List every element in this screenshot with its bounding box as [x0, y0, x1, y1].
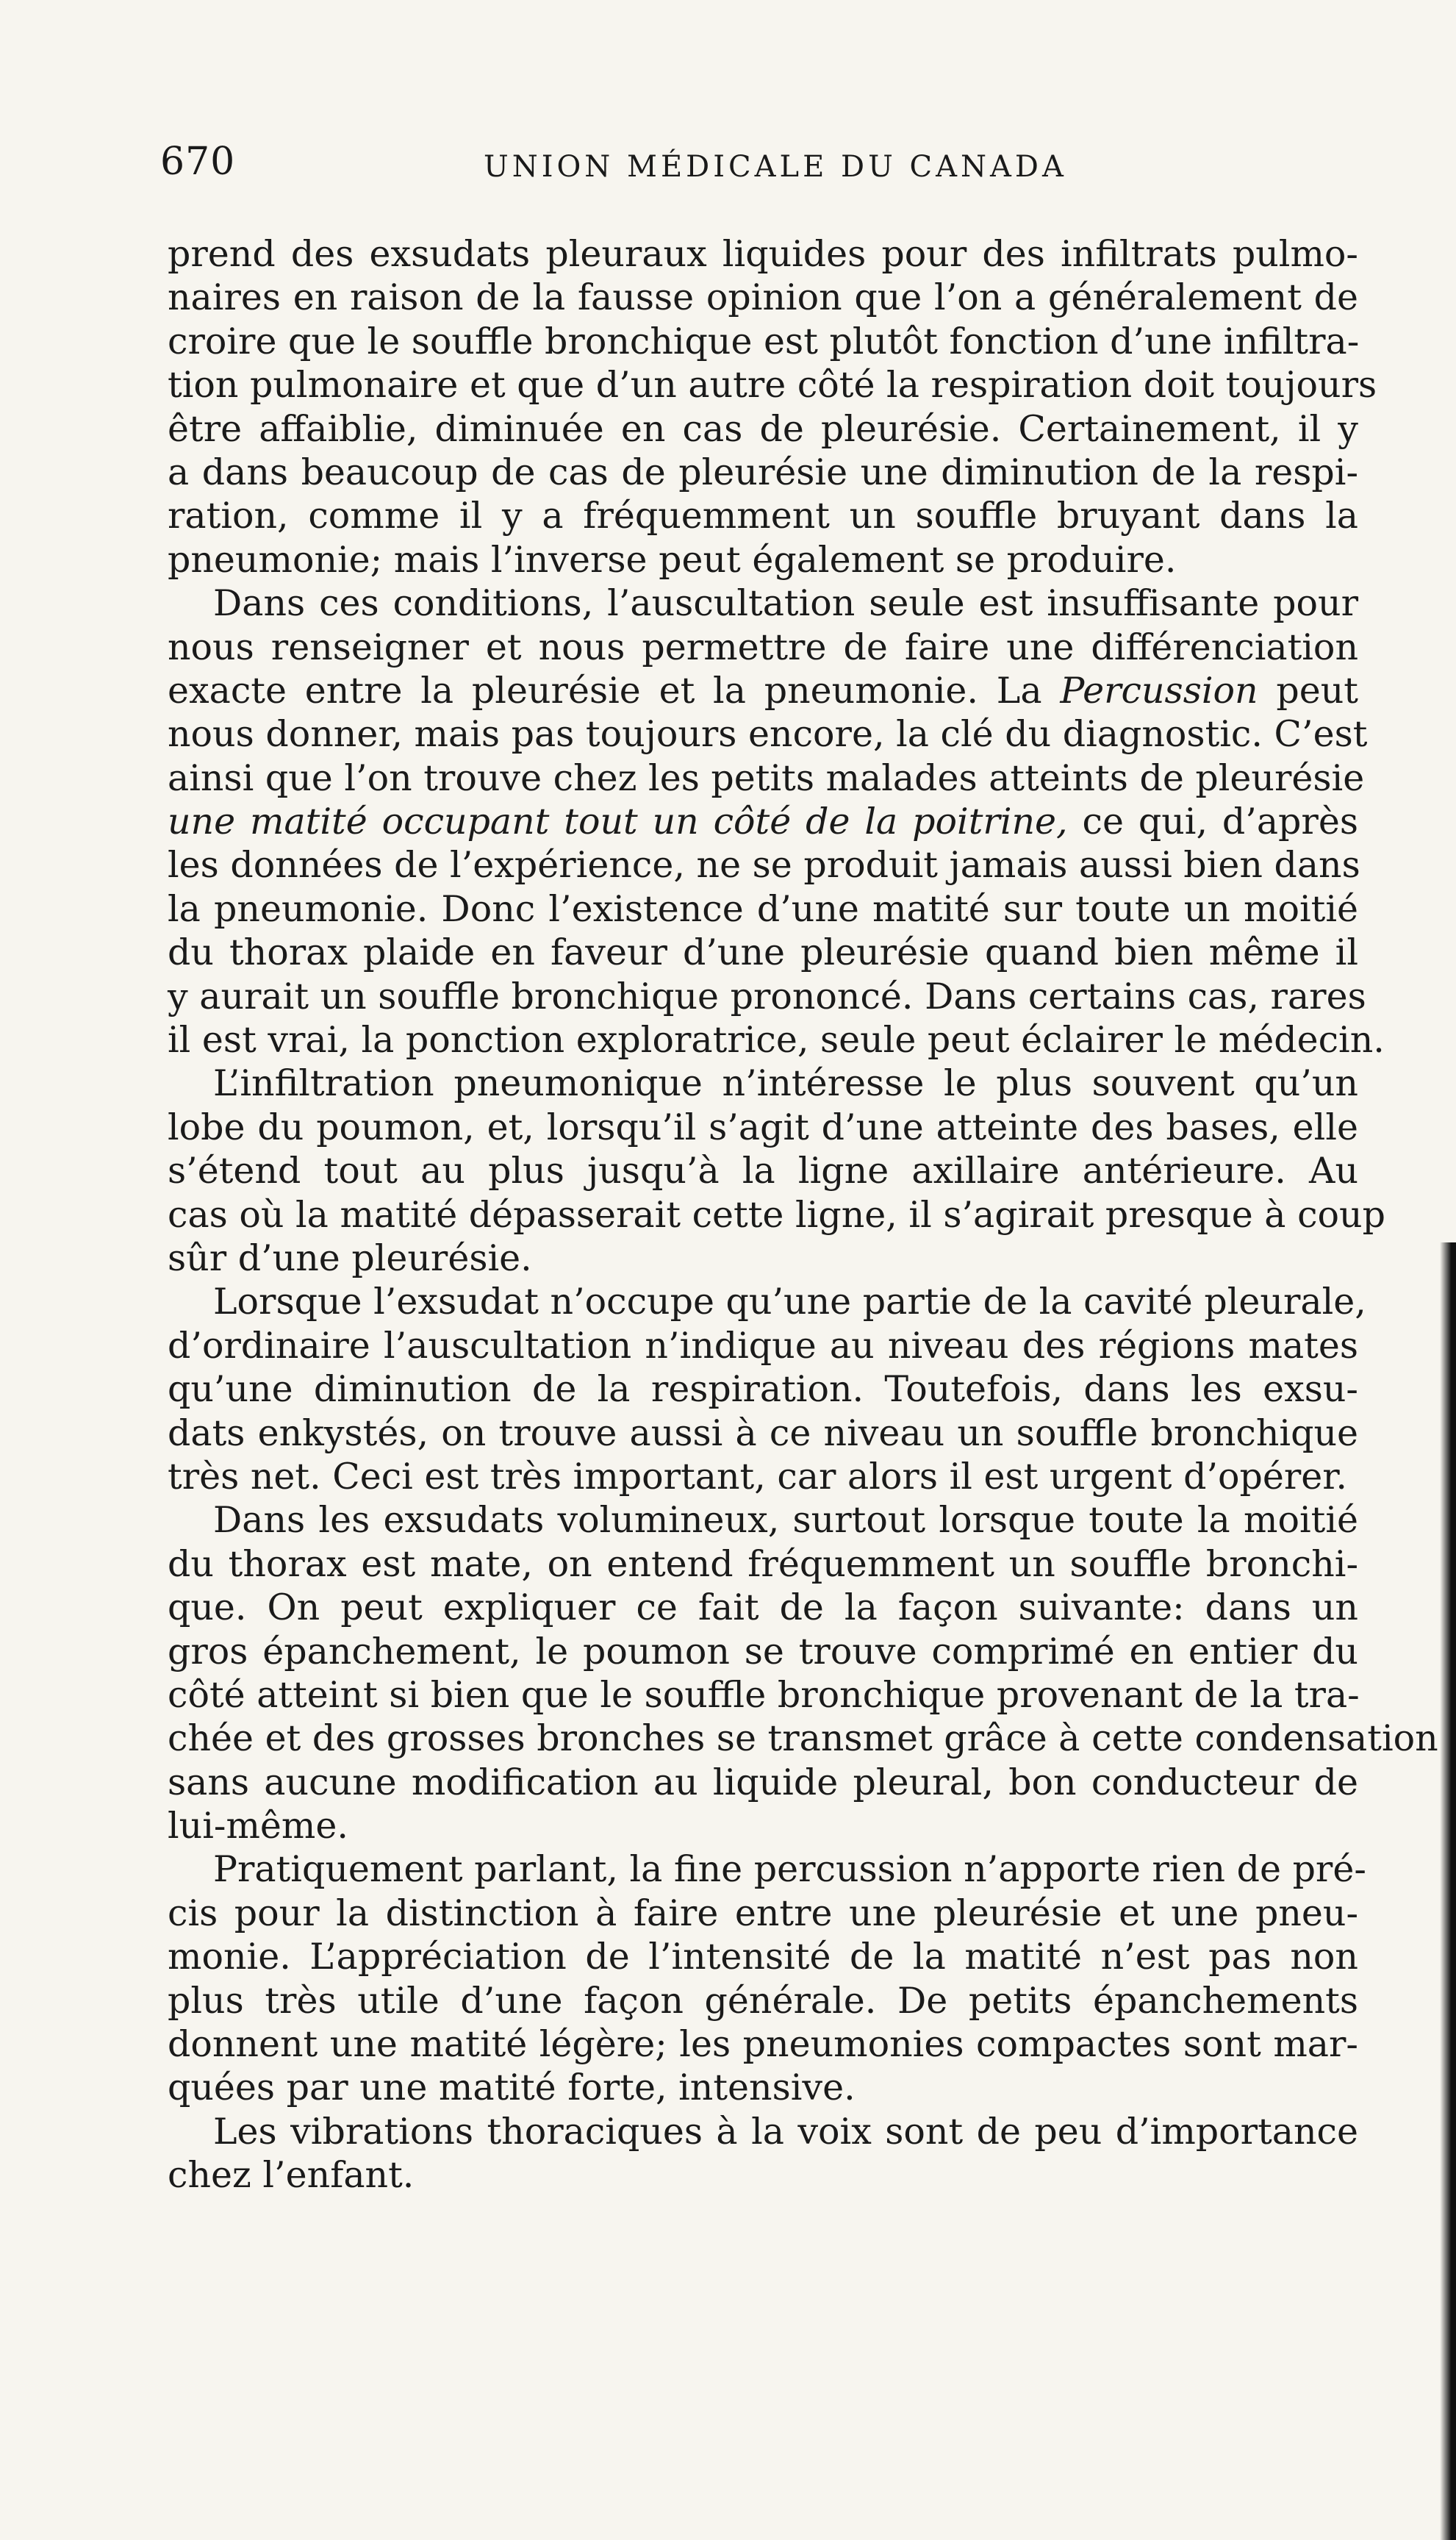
text-line: quées par une matité forte, intensive. [168, 2067, 856, 2109]
text-line: a dans beaucoup de cas de pleurésie une diminution de la respi- [168, 451, 1358, 493]
text-line: la pneumonie. Donc l’existence d’une matité sur toute un moitié [168, 887, 1358, 930]
text-line: du thorax plaide en faveur d’une pleurésie quand bien même il [168, 931, 1358, 974]
text-line: y aurait un souffle bronchique prononcé. Dans certains cas, rares [168, 975, 1366, 1017]
text-line: Lorsque l’exsudat n’occupe qu’une partie de la cavité pleurale, [213, 1281, 1366, 1323]
text-line: nous donner, mais pas toujours encore, la clé du diagnostic. C’est [168, 713, 1368, 756]
paragraph [168, 1062, 1385, 1280]
paragraph [168, 1498, 1438, 1847]
text-line: d’ordinaire l’auscultation n’indique au niveau des régions mates [168, 1324, 1358, 1367]
paragraph [168, 232, 1377, 582]
text-line: sans aucune modification au liquide pleural, bon conducteur de [168, 1761, 1358, 1803]
page-edge-shadow [1440, 1242, 1456, 2540]
text-line: lui-même. [168, 1805, 348, 1847]
running-title: UNION MÉDICALE DU CANADA [484, 150, 1067, 184]
italic-phrase: une matité occupant tout un côté de la poitrine, [168, 801, 1068, 843]
text-line: Les vibrations thoraciques à la voix sont de peu d’importance [213, 2110, 1358, 2153]
text-line: nous renseigner et nous permettre de faire une différenciation [168, 626, 1358, 668]
paragraph [168, 582, 1385, 1062]
text-line: L’infiltration pneumonique n’intéresse le plus souvent qu’un [213, 1062, 1358, 1105]
body-text [168, 232, 1438, 2197]
text-line: cis pour la distinction à faire entre une pleurésie et une pneu- [168, 1892, 1358, 1934]
text-line: gros épanchement, le poumon se trouve comprimé en entier du [168, 1630, 1358, 1673]
text-line: il est vrai, la ponction exploratrice, seule peut éclairer le médecin. [168, 1019, 1385, 1062]
text-line: s’étend tout au plus jusqu’à la ligne axillaire antérieure. Au [168, 1150, 1358, 1192]
text-line: ration, comme il y a fréquemment un souffle bruyant dans la [168, 495, 1358, 537]
text-line: sûr d’une pleurésie. [168, 1237, 532, 1279]
paragraph [168, 1280, 1366, 1498]
text-line: du thorax est mate, on entend fréquemment un souffle bronchi- [168, 1542, 1358, 1585]
text-line: monie. L’appréciation de l’intensité de la matité n’est pas non [168, 1936, 1358, 1978]
text-line: dats enkystés, on trouve aussi à ce niveau un souffle bronchique [168, 1412, 1358, 1454]
page-header [160, 140, 1307, 191]
text-line: lobe du poumon, et, lorsqu’il s’agit d’une atteinte des bases, elle [168, 1106, 1358, 1148]
paragraph [168, 1847, 1366, 2109]
paragraph [168, 2110, 1358, 2197]
text-line: chez l’enfant. [168, 2154, 415, 2197]
text-line: très net. Ceci est très important, car alors il est urgent d’opérer. [168, 1455, 1347, 1498]
italic-phrase: Percussion [1060, 669, 1258, 712]
text-line: naires en raison de la fausse opinion que l’on a généralement de [168, 276, 1358, 319]
text-line: qu’une diminution de la respiration. Toutefois, dans les exsu- [168, 1368, 1358, 1411]
text-line: chée et des grosses bronches se transmet grâce à cette condensation [168, 1717, 1438, 1760]
text-line: Dans ces conditions, l’auscultation seule est insuffisante pour [213, 582, 1358, 625]
text-line: pneumonie; mais l’inverse peut également se produire. [168, 538, 1177, 581]
text-line: être affaiblie, diminuée en cas de pleurésie. Certainement, il y [168, 407, 1358, 450]
text-line: cas où la matité dépasserait cette ligne, il s’agirait presque à coup [168, 1193, 1385, 1236]
text-line: donnent une matité légère; les pneumonies compactes sont mar- [168, 2023, 1358, 2066]
text-line: Dans les exsudats volumineux, surtout lorsque toute la moitié [213, 1499, 1358, 1542]
text-line: plus très utile d’une façon générale. De petits épanchements [168, 1979, 1358, 2022]
text-line: prend des exsudats pleuraux liquides pour des infiltrats pulmo- [168, 233, 1358, 275]
page-number: 670 [160, 140, 236, 184]
text-line: tion pulmonaire et que d’un autre côté la respiration doit toujours [168, 364, 1377, 407]
text-line: Pratiquement parlant, la fine percussion n’apporte rien de pré- [213, 1848, 1366, 1891]
text-line: exacte entre la pleurésie et la pneumonie. La Percussion peut [168, 669, 1358, 712]
text-line: ainsi que l’on trouve chez les petits malades atteints de pleurésie [168, 756, 1365, 799]
text-line: une matité occupant tout un côté de la poitrine, ce qui, d’après [168, 801, 1358, 843]
text-line: que. On peut expliquer ce fait de la façon suivante: dans un [168, 1586, 1358, 1629]
text-line: les données de l’expérience, ne se produit jamais aussi bien dans [168, 844, 1360, 887]
text-line: côté atteint si bien que le souffle bronchique provenant de la tra- [168, 1673, 1360, 1716]
text-line: croire que le souffle bronchique est plutôt fonction d’une infiltra- [168, 320, 1360, 362]
